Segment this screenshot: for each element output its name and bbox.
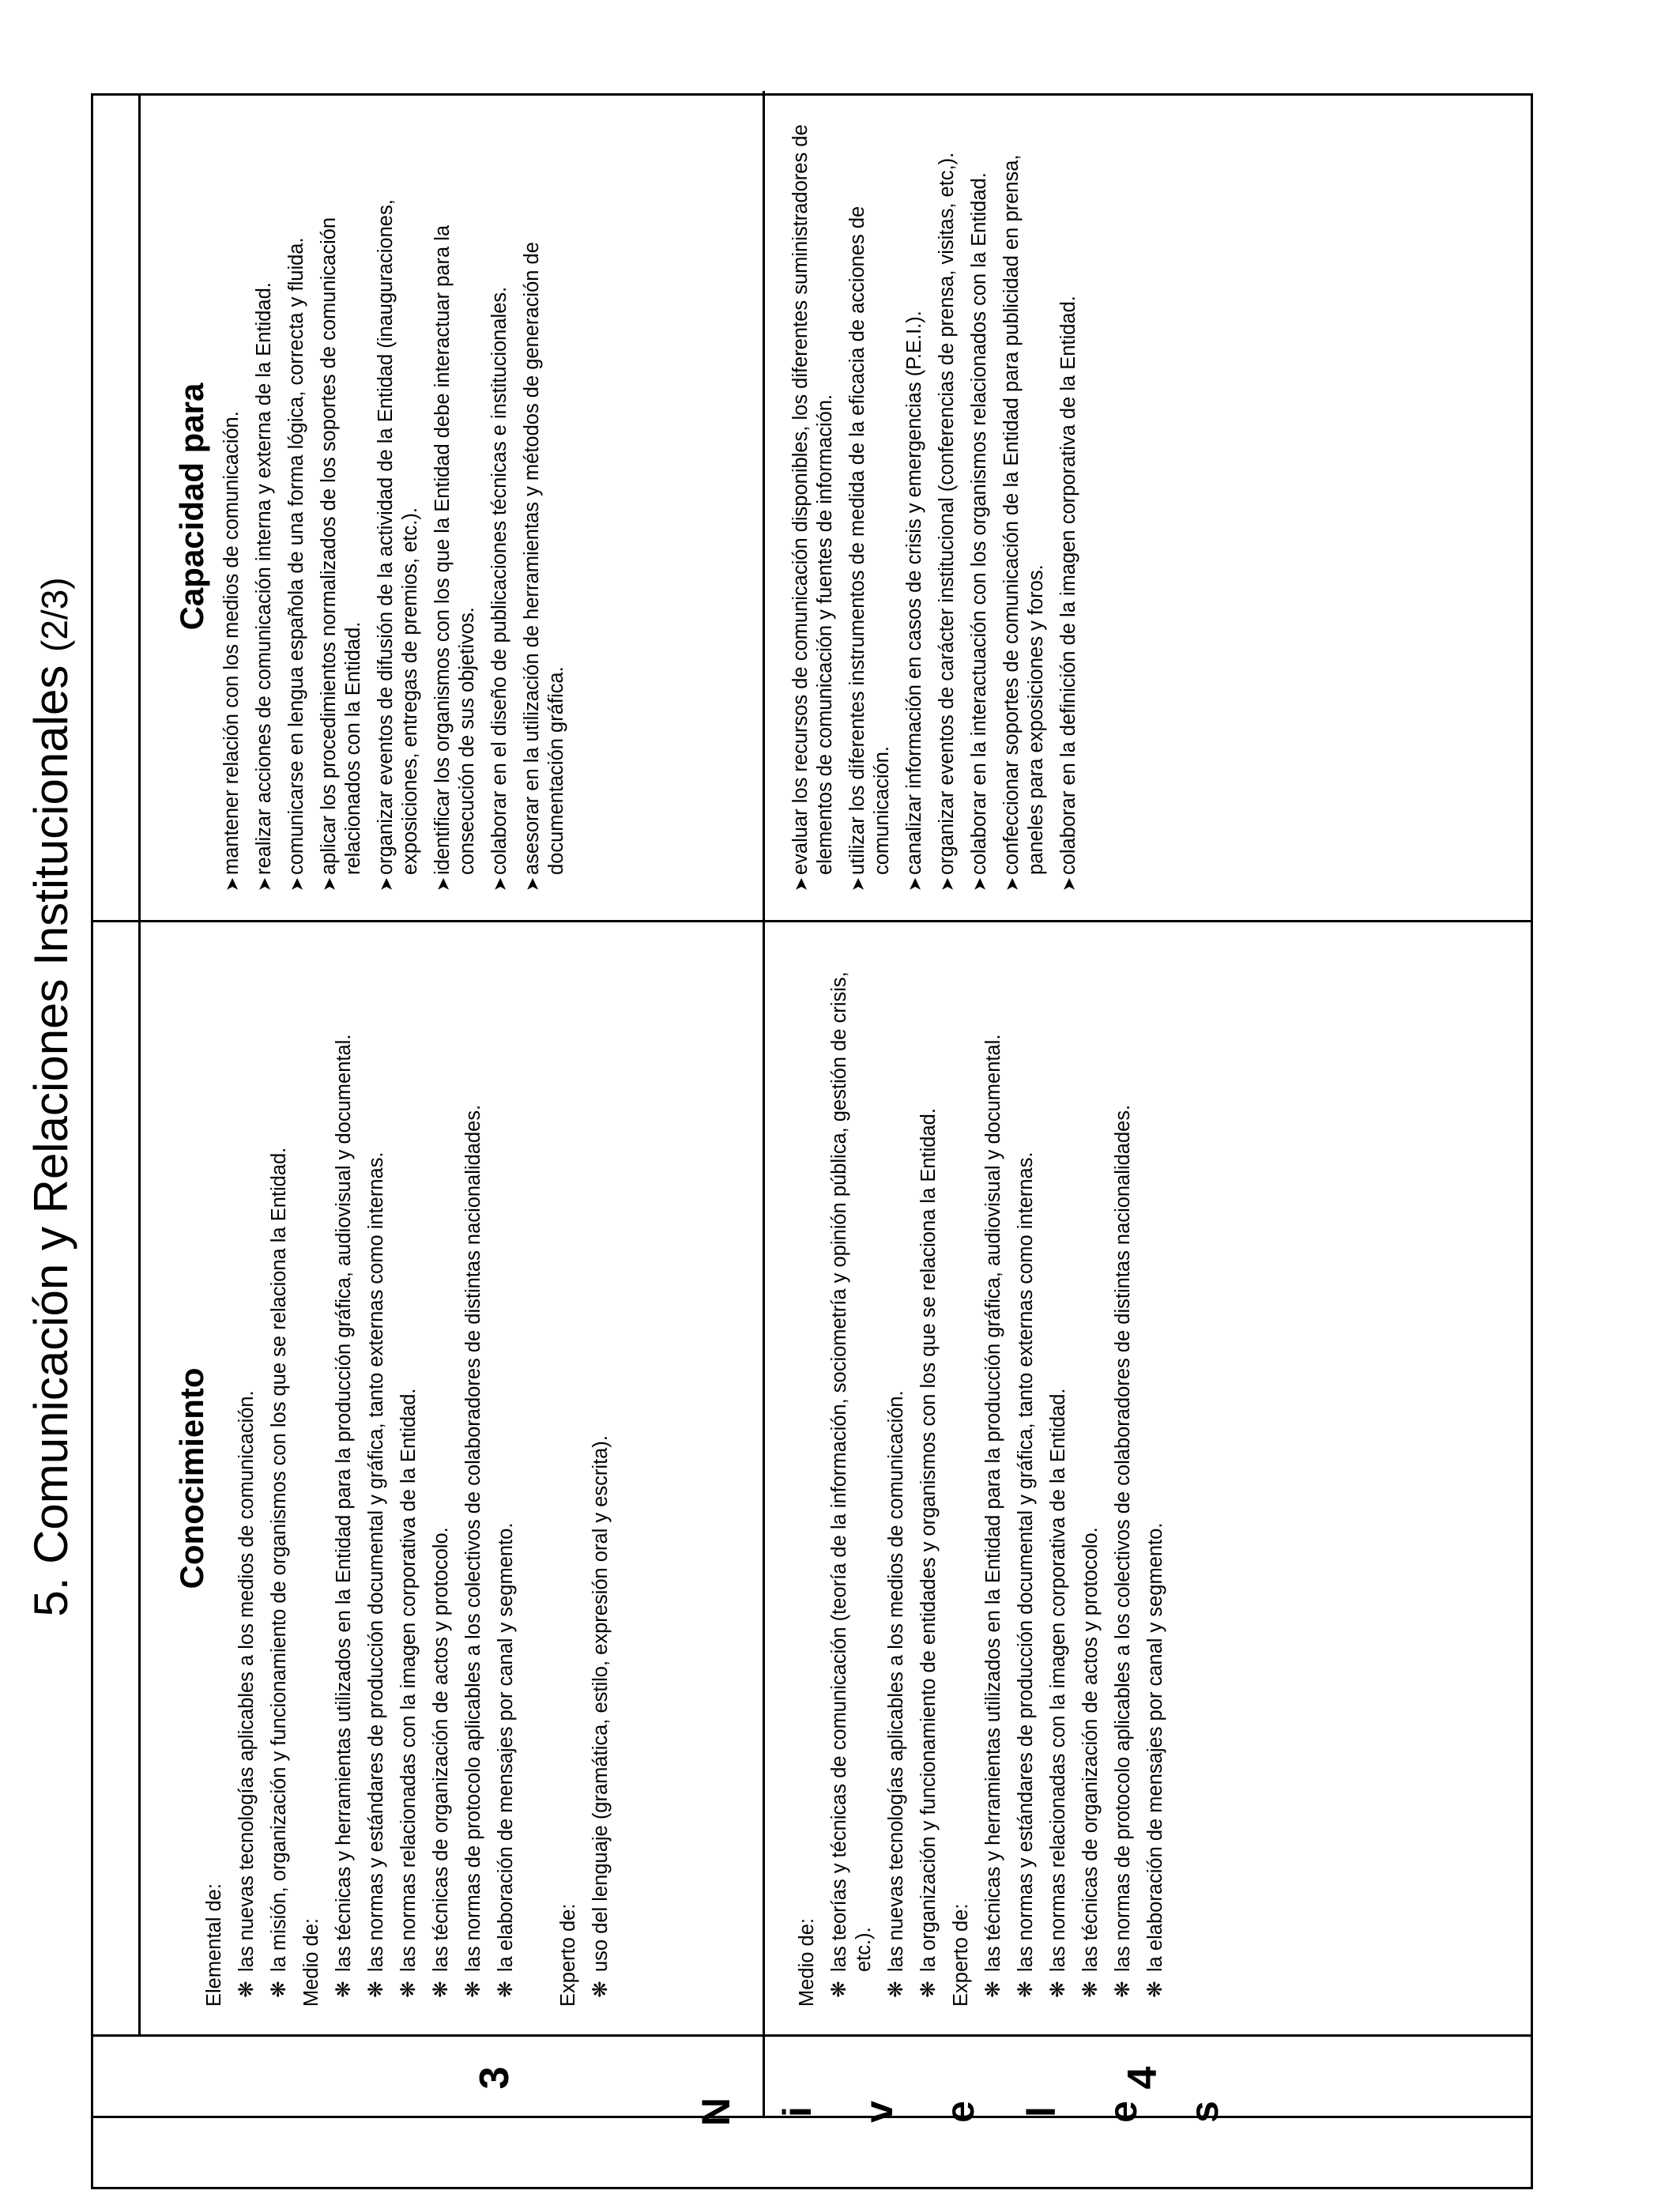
list-item: ➤ evaluar los recursos de comunicación disponibles, los diferentes suministradores de elementos de comunicación y fuentes de información. [789, 124, 836, 892]
bullet-icon: ❋ [1144, 1981, 1166, 1998]
list-item: ❋ las nuevas tecnologías aplicables a los medios de comunicación. [235, 1390, 258, 1998]
header-conocimiento: Conocimiento [173, 1367, 210, 1589]
list-item: ➤ organizar eventos de carácter institucional (conferencias de prensa, visitas, etc,). [936, 152, 958, 892]
level-3-conocimiento [196, 948, 621, 2007]
list-item: ➤ confeccionar soportes de comunicación de la Entidad para publicidad en prensa, paneles para exposiciones y foros. [1000, 154, 1047, 892]
arrow-bullet-icon: ➤ [490, 876, 510, 892]
list-item: ❋ uso del lenguaje (gramática, estilo, expresión oral y escrita). [590, 1435, 612, 1998]
level-row-divider [763, 91, 765, 2118]
list-item: ❋ las normas de protocolo aplicables a los colectivos de colaboradores de distintas nacionalidades. [462, 1104, 484, 1998]
bullet-icon: ❋ [982, 1981, 1004, 1998]
arrow-bullet-icon: ➤ [848, 876, 868, 892]
list-item: ➤ colaborar en el diseño de publicaciones técnicas e institucionales. [488, 286, 510, 892]
nivel-letter: e [1101, 2101, 1145, 2123]
bullet-icon: ❋ [917, 1981, 940, 1998]
bullet-icon: ❋ [1015, 1981, 1037, 1998]
list-item: ❋ la organización y funcionamiento de entidades y organismos con los que se relaciona la Entidad. [917, 1108, 940, 1998]
arrow-bullet-icon: ➤ [970, 876, 989, 892]
bullet-icon: ❋ [1112, 1981, 1134, 1998]
group-label: Medio de: [796, 1918, 818, 2007]
list-item: ❋ las técnicas de organización de actos y protocolo. [430, 1527, 452, 1998]
arrow-bullet-icon: ➤ [376, 876, 396, 892]
nivel-letter: l [1019, 2106, 1064, 2117]
bullet-icon: ❋ [828, 1981, 850, 1998]
list-item: ➤ identificar los organismos con los que la Entidad debe interactuar para la consecución de sus objetivos. [431, 224, 478, 892]
list-item: ❋ las normas y estándares de producción documental y gráfica, tanto externas como internas. [1015, 1152, 1037, 1998]
list-item: ❋ las técnicas y herramientas utilizados en la Entidad para la producción gráfica, audiovisual y documental. [333, 1034, 355, 1998]
list-item: ❋ la misión, organización y funcionamiento de organismos con los que se relaciona la Entidad. [268, 1147, 290, 1998]
bullet-icon: ❋ [885, 1981, 907, 1998]
title-part: (2/3) [34, 577, 75, 652]
arrow-bullet-icon: ➤ [522, 876, 542, 892]
arrow-bullet-icon: ➤ [1002, 876, 1022, 892]
bullet-icon: ❋ [590, 1981, 612, 1998]
nivel-letter: N [694, 2097, 738, 2127]
bullet-icon: ❋ [365, 1981, 387, 1998]
arrow-bullet-icon: ➤ [905, 876, 925, 892]
niveles-vertical-label [694, 2076, 1263, 2147]
list-item: ❋ las técnicas y herramientas utilizados en la Entidad para la producción gráfica, audiovisual y documental. [982, 1034, 1004, 1998]
competency-table [91, 93, 1533, 2189]
arrow-bullet-icon: ➤ [254, 876, 274, 892]
header-divider [138, 93, 141, 2037]
bullet-icon: ❋ [235, 1981, 258, 1998]
arrow-bullet-icon: ➤ [222, 876, 242, 892]
level-4-capacidad [789, 110, 1089, 892]
list-item: ❋ las normas relacionadas con la imagen corporativa de la Entidad. [397, 1388, 420, 1998]
list-item: ➤ colaborar en la definición de la imagen corporativa de la Entidad. [1057, 296, 1079, 892]
arrow-bullet-icon: ➤ [287, 876, 307, 892]
arrow-bullet-icon: ➤ [319, 876, 339, 892]
group-label: Experto de: [950, 1903, 972, 2007]
list-item: ❋ las normas y estándares de producción documental y gráfica, tanto externas como internas. [365, 1152, 387, 1998]
list-item: ➤ organizar eventos de difusión de la actividad de la Entidad (inauguraciones, exposiciones, entregas de premios, etc.). [375, 199, 421, 892]
list-item: ➤ asesorar en la utilización de herramientas y métodos de generación de documentación gráfica. [521, 242, 567, 892]
list-item: ❋ las técnicas de organización de actos y protocolo. [1079, 1527, 1102, 1998]
list-item: ➤ mantener relación con los medios de comunicación. [220, 411, 243, 892]
group-label: Experto de: [557, 1903, 579, 2007]
list-item: ➤ utilizar los diferentes instrumentos de medida de la eficacia de acciones de comunicación. [846, 205, 893, 892]
bullet-icon: ❋ [268, 1981, 290, 1998]
level-column-divider [93, 2034, 1533, 2037]
nivel-letter: v [857, 2101, 901, 2123]
bullet-icon: ❋ [333, 1981, 355, 1998]
level-number: 4 [1120, 2066, 1166, 2090]
list-item: ➤ comunicarse en lengua española de una forma lógica, correcta y fluida. [285, 237, 307, 892]
header-capacidad: Capacidad para [173, 383, 210, 631]
group-label: Medio de: [300, 1918, 322, 2007]
level-number: 3 [472, 2066, 518, 2090]
nivel-letter: e [938, 2101, 982, 2123]
list-item: ❋ las nuevas tecnologías aplicables a los medios de comunicación. [885, 1390, 907, 1998]
list-item: ❋ las normas relacionadas con la imagen corporativa de la Entidad. [1047, 1388, 1069, 1998]
page-title [16, 0, 87, 2194]
list-item: ❋ la elaboración de mensajes por canal y segmento. [1144, 1522, 1166, 1998]
level-3-capacidad [220, 110, 577, 892]
nivel-letter: s [1182, 2101, 1226, 2123]
list-item: ➤ colaborar en la interactuación con los organismos relacionados con la Entidad. [968, 172, 990, 892]
bullet-icon: ❋ [1079, 1981, 1102, 1998]
bullet-icon: ❋ [430, 1981, 452, 1998]
bullet-icon: ❋ [462, 1981, 484, 1998]
bullet-icon: ❋ [1047, 1981, 1069, 1998]
arrow-bullet-icon: ➤ [1059, 876, 1079, 892]
list-item: ➤ realizar acciones de comunicación interna y externa de la Entidad. [253, 282, 275, 892]
bullet-icon: ❋ [495, 1981, 517, 1998]
nivel-letter: i [775, 2106, 819, 2117]
arrow-bullet-icon: ➤ [433, 876, 453, 892]
group-label: Elemental de: [203, 1883, 225, 2007]
list-item: ❋ la elaboración de mensajes por canal y segmento. [495, 1522, 517, 1998]
bullet-icon: ❋ [397, 1981, 420, 1998]
list-item: ➤ canalizar información en casos de crisis y emergencias (P.E.I.). [903, 311, 925, 892]
arrow-bullet-icon: ➤ [937, 876, 957, 892]
title-main: 5. Comunicación y Relaciones Institucionales [24, 665, 77, 1617]
arrow-bullet-icon: ➤ [791, 876, 811, 892]
level-4-conocimiento [789, 948, 1176, 2007]
capacidad-column-divider [93, 920, 1533, 922]
list-item: ❋ las teorías y técnicas de comunicación (teoría de la información, sociometría y opinión pública, gestión de crisis, etc.). [828, 971, 875, 1998]
list-item: ❋ las normas de protocolo aplicables a los colectivos de colaboradores de distintas nacionalidades. [1112, 1104, 1134, 1998]
list-item: ➤ aplicar los procedimientos normalizados de los soportes de comunicación relacionados con la Entidad. [318, 217, 364, 892]
